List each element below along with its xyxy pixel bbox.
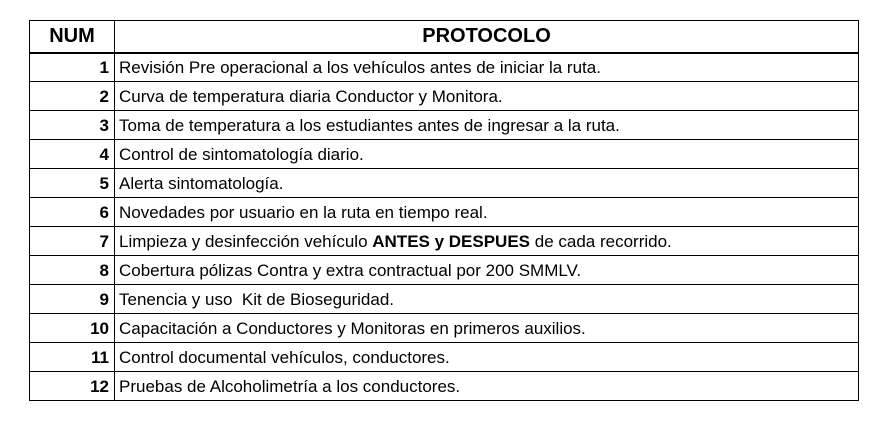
row-protocol-text: Control de sintomatología diario.: [115, 140, 859, 169]
row-number: 7: [30, 227, 115, 256]
row-protocol-text: Alerta sintomatología.: [115, 169, 859, 198]
table-row: [30, 169, 859, 198]
protocol-text-part: Limpieza y desinfección vehículo: [119, 231, 373, 251]
table-row: [30, 53, 859, 82]
protocol-text-part: de cada recorrido.: [530, 231, 672, 251]
protocol-text-emphasis: ANTES y DESPUES: [372, 231, 531, 251]
row-number: 12: [30, 372, 115, 401]
row-protocol-text: [115, 227, 859, 256]
row-protocol-text: Toma de temperatura a los estudiantes antes de ingresar a la ruta.: [115, 111, 859, 140]
row-protocol-text: Novedades por usuario en la ruta en tiempo real.: [115, 198, 859, 227]
protocol-table-container: [29, 20, 858, 401]
row-number: 11: [30, 343, 115, 372]
row-protocol-text: Pruebas de Alcoholimetría a los conductores.: [115, 372, 859, 401]
row-number: 5: [30, 169, 115, 198]
row-number: 8: [30, 256, 115, 285]
table-row: [30, 111, 859, 140]
header-protocol: PROTOCOLO: [115, 21, 859, 53]
table-row: [30, 314, 859, 343]
row-number: 1: [30, 53, 115, 82]
row-protocol-text: Tenencia y uso Kit de Bioseguridad.: [115, 285, 859, 314]
row-protocol-text: Revisión Pre operacional a los vehículos antes de iniciar la ruta.: [115, 53, 859, 82]
row-number: 2: [30, 82, 115, 111]
row-protocol-text: Control documental vehículos, conductores.: [115, 343, 859, 372]
table-header-row: [30, 21, 859, 53]
row-number: 4: [30, 140, 115, 169]
table-row: [30, 343, 859, 372]
table-row: [30, 285, 859, 314]
row-protocol-text: Curva de temperatura diaria Conductor y Monitora.: [115, 82, 859, 111]
row-protocol-text: Capacitación a Conductores y Monitoras en primeros auxilios.: [115, 314, 859, 343]
table-row: [30, 227, 859, 256]
row-number: 10: [30, 314, 115, 343]
table-row: [30, 140, 859, 169]
row-number: 9: [30, 285, 115, 314]
table-row: [30, 256, 859, 285]
table-row: [30, 372, 859, 401]
table-row: [30, 198, 859, 227]
table-row: [30, 82, 859, 111]
row-protocol-text: Cobertura pólizas Contra y extra contractual por 200 SMMLV.: [115, 256, 859, 285]
protocol-table: [29, 20, 859, 401]
row-number: 3: [30, 111, 115, 140]
header-num: NUM: [30, 21, 115, 53]
row-number: 6: [30, 198, 115, 227]
